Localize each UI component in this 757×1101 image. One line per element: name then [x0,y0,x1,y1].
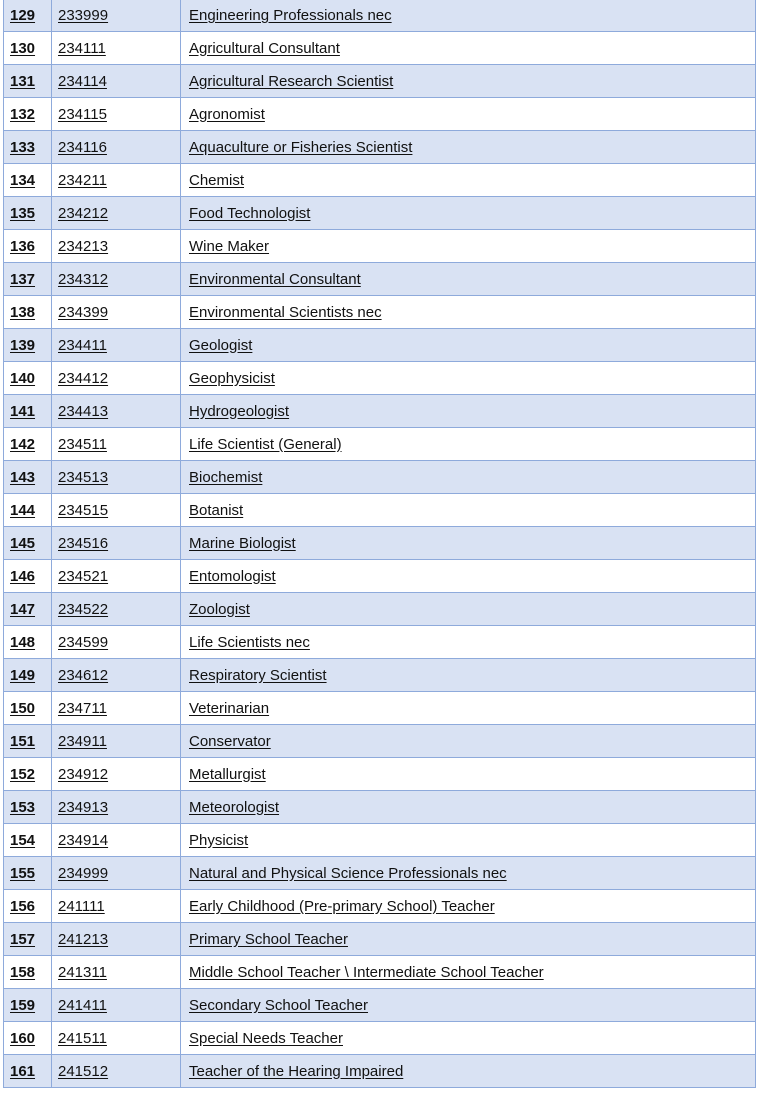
occupation-name-link[interactable]: Agricultural Consultant [189,39,340,57]
table-cell-occupation [181,395,756,428]
occupation-code-link[interactable]: 241411 [58,996,107,1014]
table-row [4,890,756,923]
occupation-name-link[interactable]: Special Needs Teacher [189,1029,343,1047]
occupation-code-link[interactable]: 234914 [58,831,109,849]
occupation-code-link[interactable]: 234116 [58,138,107,156]
table-cell-code [52,494,181,527]
occupation-name-link[interactable]: Environmental Consultant [189,270,361,288]
occupation-name-link[interactable]: Middle School Teacher \ Intermediate School Teacher [189,963,544,981]
occupation-name-link[interactable]: Physicist [189,831,249,849]
table-row [4,263,756,296]
table-row [4,824,756,857]
table-row [4,791,756,824]
table-cell-occupation [181,890,756,923]
occupation-name-link[interactable]: Environmental Scientists nec [189,303,382,321]
occupation-name-link[interactable]: Conservator [189,732,271,750]
occupation-name-link[interactable]: Teacher of the Hearing Impaired [189,1062,404,1080]
table-cell-occupation [181,989,756,1022]
row-number-link[interactable]: 131 [10,72,36,90]
row-number-link[interactable]: 143 [10,468,36,486]
table-cell-code [52,65,181,98]
table-cell-code [52,164,181,197]
table-row [4,923,756,956]
occupation-code-link[interactable]: 241213 [58,930,109,948]
row-number-link[interactable]: 156 [10,897,36,915]
table-cell-occupation [181,65,756,98]
table-cell-occupation [181,1022,756,1055]
occupation-name-link[interactable]: Veterinarian [189,699,270,717]
table-cell-occupation [181,296,756,329]
table-cell-num [4,329,52,362]
row-number-link[interactable]: 135 [10,204,36,222]
table-cell-occupation [181,659,756,692]
occupation-code-link[interactable]: 234511 [58,435,107,453]
occupation-name-link[interactable]: Primary School Teacher [189,930,348,948]
table-cell-occupation [181,131,756,164]
table-cell-occupation [181,923,756,956]
occupation-code-link[interactable]: 234911 [58,732,107,750]
table-row [4,362,756,395]
occupation-name-link[interactable]: Agronomist [189,105,265,123]
occupation-name-link[interactable]: Early Childhood (Pre-primary School) Teacher [189,897,495,915]
occupation-code-link[interactable]: 234711 [58,699,107,717]
table-cell-num [4,131,52,164]
occupation-table-container [3,0,755,1088]
table-row [4,65,756,98]
table-row [4,659,756,692]
occupation-name-link[interactable]: Geophysicist [189,369,275,387]
row-number-link[interactable]: 149 [10,666,36,684]
table-cell-num [4,659,52,692]
table-cell-code [52,989,181,1022]
table-cell-code [52,527,181,560]
table-cell-num [4,725,52,758]
table-cell-num [4,758,52,791]
table-cell-occupation [181,824,756,857]
occupation-code-link[interactable]: 241512 [58,1062,109,1080]
occupation-code-link[interactable]: 234513 [58,468,109,486]
table-cell-code [52,263,181,296]
row-number-link[interactable]: 138 [10,303,36,321]
table-cell-occupation [181,791,756,824]
table-cell-num [4,791,52,824]
occupation-code-link[interactable]: 241311 [58,963,107,981]
table-cell-num [4,593,52,626]
table-row [4,296,756,329]
occupation-code-link[interactable]: 234114 [58,72,107,90]
occupation-name-link[interactable]: Chemist [189,171,245,189]
table-cell-num [4,560,52,593]
occupation-code-link[interactable]: 234999 [58,864,109,882]
row-number-link[interactable]: 142 [10,435,36,453]
row-number-link[interactable]: 152 [10,765,36,783]
occupation-code-link[interactable]: 234612 [58,666,109,684]
table-cell-occupation [181,98,756,131]
table-cell-code [52,296,181,329]
table-cell-occupation [181,692,756,725]
table-cell-num [4,1055,52,1088]
table-cell-occupation [181,956,756,989]
occupation-code-link[interactable]: 234599 [58,633,109,651]
table-row [4,1055,756,1088]
table-cell-code [52,758,181,791]
row-number-link[interactable]: 145 [10,534,36,552]
occupation-code-link[interactable]: 234913 [58,798,109,816]
occupation-code-link[interactable]: 234212 [58,204,109,222]
occupation-code-link[interactable]: 234515 [58,501,109,519]
occupation-name-link[interactable]: Botanist [189,501,244,519]
table-row [4,197,756,230]
occupation-name-link[interactable]: Zoologist [189,600,250,618]
table-cell-num [4,890,52,923]
table-row [4,1022,756,1055]
occupation-code-link[interactable]: 234412 [58,369,109,387]
table-cell-num [4,0,52,32]
table-row [4,98,756,131]
table-row [4,593,756,626]
table-cell-num [4,1022,52,1055]
table-row [4,461,756,494]
table-cell-num [4,362,52,395]
occupation-code-link[interactable]: 234912 [58,765,109,783]
table-row [4,164,756,197]
occupation-code-link[interactable]: 234115 [58,105,107,123]
row-number-link[interactable]: 144 [10,501,36,519]
table-cell-num [4,989,52,1022]
table-cell-num [4,230,52,263]
table-row [4,725,756,758]
table-row [4,32,756,65]
table-cell-num [4,824,52,857]
occupation-code-link[interactable]: 234111 [58,39,106,57]
occupation-table-body [4,0,756,1088]
row-number-link[interactable]: 147 [10,600,36,618]
table-cell-code [52,395,181,428]
occupation-name-link[interactable]: Secondary School Teacher [189,996,369,1014]
row-number-link[interactable]: 159 [10,996,36,1014]
row-number-link[interactable]: 151 [10,732,36,750]
table-row [4,131,756,164]
table-cell-num [4,197,52,230]
row-number-link[interactable]: 137 [10,270,36,288]
table-cell-occupation [181,1055,756,1088]
occupation-name-link[interactable]: Natural and Physical Science Professionals nec [189,864,507,882]
row-number-link[interactable]: 136 [10,237,36,255]
table-row [4,0,756,32]
row-number-link[interactable]: 154 [10,831,36,849]
table-cell-num [4,626,52,659]
row-number-link[interactable]: 140 [10,369,36,387]
table-cell-code [52,329,181,362]
table-row [4,758,756,791]
table-cell-occupation [181,197,756,230]
occupation-name-link[interactable]: Aquaculture or Fisheries Scientist [189,138,413,156]
occupation-code-link[interactable]: 234411 [58,336,107,354]
table-cell-occupation [181,362,756,395]
table-cell-num [4,263,52,296]
row-number-link[interactable]: 153 [10,798,36,816]
occupation-name-link[interactable]: Geologist [189,336,253,354]
row-number-link[interactable]: 146 [10,567,36,585]
table-cell-code [52,362,181,395]
table-row [4,494,756,527]
table-cell-num [4,32,52,65]
table-cell-code [52,461,181,494]
row-number-link[interactable]: 141 [10,402,36,420]
occupation-code-link[interactable]: 234399 [58,303,109,321]
table-cell-occupation [181,428,756,461]
table-cell-num [4,923,52,956]
table-cell-num [4,98,52,131]
table-cell-code [52,791,181,824]
table-cell-code [52,0,181,32]
table-cell-occupation [181,494,756,527]
occupation-name-link[interactable]: Respiratory Scientist [189,666,327,684]
table-row [4,428,756,461]
row-number-link[interactable]: 158 [10,963,36,981]
occupation-name-link[interactable]: Biochemist [189,468,263,486]
table-cell-occupation [181,164,756,197]
table-cell-code [52,197,181,230]
table-cell-occupation [181,857,756,890]
row-number-link[interactable]: 129 [10,7,36,24]
table-cell-occupation [181,626,756,659]
table-cell-occupation [181,527,756,560]
row-number-link[interactable]: 139 [10,336,36,354]
table-cell-num [4,857,52,890]
occupation-name-link[interactable]: Life Scientists nec [189,633,310,651]
table-cell-code [52,824,181,857]
table-cell-occupation [181,230,756,263]
table-cell-num [4,461,52,494]
table-cell-occupation [181,758,756,791]
occupation-code-link[interactable]: 233999 [58,7,109,24]
occupation-name-link[interactable]: Meteorologist [189,798,280,816]
table-cell-occupation [181,560,756,593]
table-cell-occupation [181,329,756,362]
row-number-link[interactable]: 155 [10,864,36,882]
occupation-code-link[interactable]: 234521 [58,567,109,585]
row-number-link[interactable]: 161 [10,1062,36,1080]
table-cell-code [52,692,181,725]
table-cell-code [52,890,181,923]
table-cell-num [4,494,52,527]
occupation-name-link[interactable]: Hydrogeologist [189,402,290,420]
table-cell-code [52,1022,181,1055]
table-cell-code [52,131,181,164]
table-cell-num [4,692,52,725]
table-cell-num [4,956,52,989]
table-cell-num [4,527,52,560]
row-number-link[interactable]: 150 [10,699,36,717]
table-cell-code [52,923,181,956]
table-row [4,956,756,989]
row-number-link[interactable]: 130 [10,39,36,57]
occupation-code-link[interactable]: 234522 [58,600,109,618]
table-cell-code [52,98,181,131]
table-row [4,560,756,593]
occupation-code-link[interactable]: 234213 [58,237,109,255]
table-cell-occupation [181,263,756,296]
table-row [4,230,756,263]
table-cell-code [52,230,181,263]
table-cell-code [52,956,181,989]
table-cell-code [52,32,181,65]
table-cell-num [4,164,52,197]
table-cell-code [52,593,181,626]
occupation-name-link[interactable]: Entomologist [189,567,276,585]
table-cell-occupation [181,0,756,32]
table-row [4,989,756,1022]
occupation-code-link[interactable]: 241511 [58,1029,107,1047]
table-cell-code [52,659,181,692]
table-cell-occupation [181,32,756,65]
table-cell-code [52,857,181,890]
occupation-name-link[interactable]: Metallurgist [189,765,266,783]
table-row [4,626,756,659]
occupation-name-link[interactable]: Wine Maker [189,237,270,255]
row-number-link[interactable]: 148 [10,633,36,651]
table-row [4,527,756,560]
table-cell-num [4,428,52,461]
occupation-name-link[interactable]: Engineering Professionals nec [189,7,392,24]
table-cell-num [4,395,52,428]
occupation-name-link[interactable]: Food Technologist [189,204,311,222]
occupation-name-link[interactable]: Agricultural Research Scientist [189,72,394,90]
table-row [4,857,756,890]
table-cell-code [52,725,181,758]
row-number-link[interactable]: 160 [10,1029,36,1047]
table-cell-occupation [181,593,756,626]
table-cell-code [52,1055,181,1088]
table-cell-code [52,560,181,593]
occupation-table [3,0,756,1088]
row-number-link[interactable]: 132 [10,105,36,123]
occupation-code-link[interactable]: 234413 [58,402,109,420]
table-cell-num [4,296,52,329]
table-row [4,692,756,725]
table-cell-occupation [181,725,756,758]
occupation-code-link[interactable]: 234312 [58,270,109,288]
table-cell-num [4,65,52,98]
row-number-link[interactable]: 134 [10,171,36,189]
table-cell-occupation [181,461,756,494]
table-cell-code [52,428,181,461]
occupation-name-link[interactable]: Marine Biologist [189,534,296,552]
occupation-code-link[interactable]: 234516 [58,534,109,552]
table-row [4,395,756,428]
row-number-link[interactable]: 157 [10,930,36,948]
occupation-code-link[interactable]: 241111 [58,897,105,915]
table-cell-code [52,626,181,659]
occupation-code-link[interactable]: 234211 [58,171,107,189]
table-row [4,329,756,362]
row-number-link[interactable]: 133 [10,138,36,156]
occupation-name-link[interactable]: Life Scientist (General) [189,435,342,453]
